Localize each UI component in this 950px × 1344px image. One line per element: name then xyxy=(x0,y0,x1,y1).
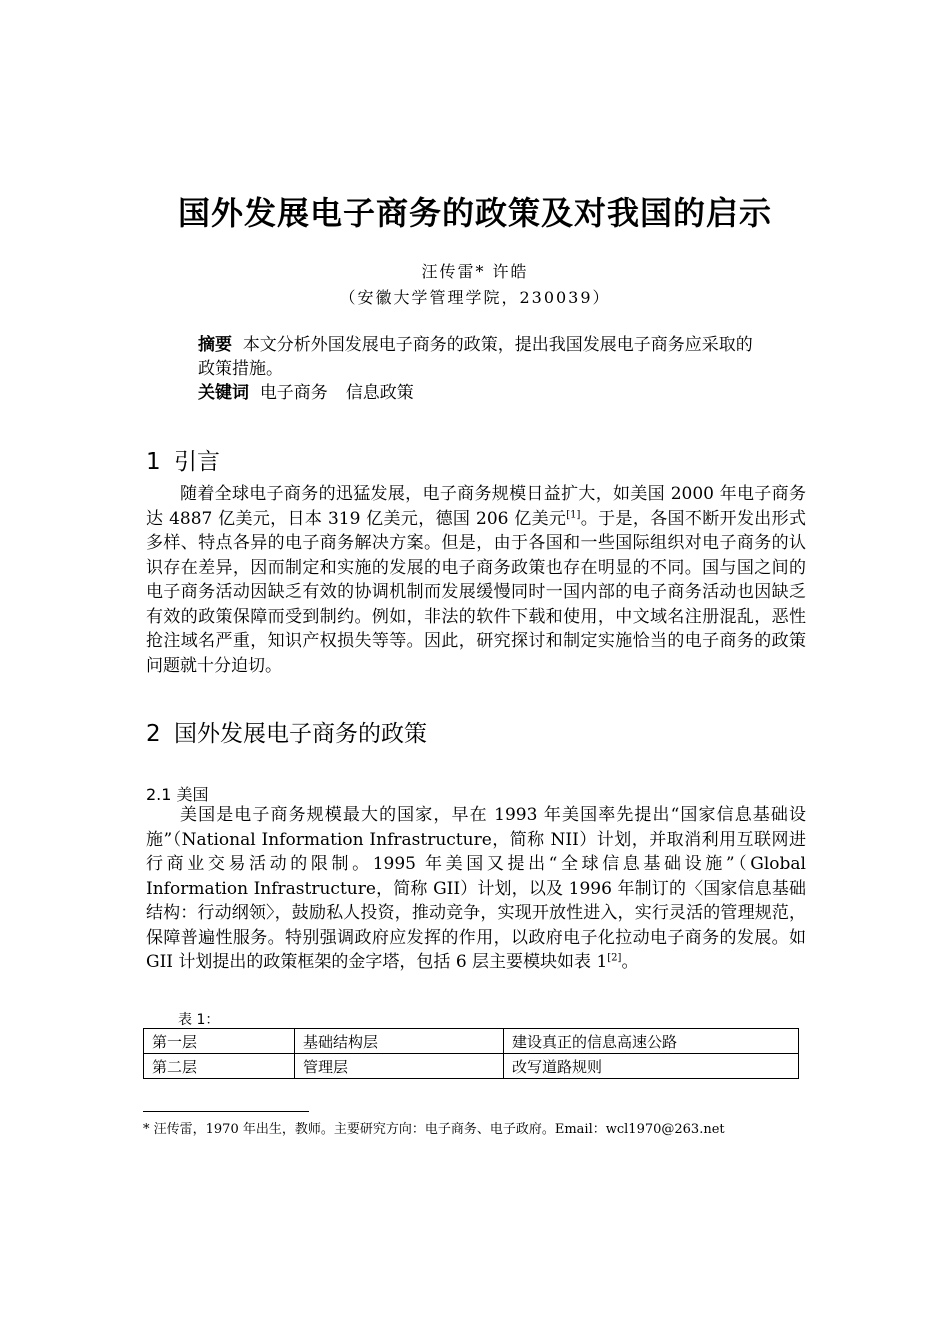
keywords-label: 关键词 xyxy=(198,383,249,403)
paper-title: 国外发展电子商务的政策及对我国的启示 xyxy=(177,194,772,232)
paragraph xyxy=(146,803,806,975)
keyword: 电子商务 xyxy=(259,383,328,403)
citation: [1] xyxy=(566,508,581,520)
table-row xyxy=(144,1029,799,1054)
section-number: 1 xyxy=(146,449,161,475)
table-cell: 基础结构层 xyxy=(295,1029,504,1054)
table-cell: 第二层 xyxy=(144,1054,295,1079)
table-cell: 第一层 xyxy=(144,1029,295,1054)
table-cell: 改写道路规则 xyxy=(504,1054,799,1079)
paper-affiliation: （安徽大学管理学院，230039） xyxy=(339,288,611,307)
table-row xyxy=(144,1054,799,1079)
paragraph-text: 。 xyxy=(621,952,639,972)
section-number: 2 xyxy=(146,721,161,747)
keywords-line xyxy=(198,381,758,405)
footnote-rule xyxy=(143,1111,309,1112)
paragraph-text: 美国是电子商务规模最大的国家，早在 1993 年美国率先提出“国家信息基础设施”（National Information Infrastructure，简称 NII）计划，并取消利用互联网进行商业交易活动的限制。1995 年美国又提出“全球信息基础设施”（Global Information Infrastructure，简称 GII）计划，以及 1996 年制订的〈国家信息基础结构：行动纲领〉，鼓励私人投资，推动竞争，实现开放性进入，实行灵活的管理规范，保障普遍性服务。特别强调政府应发挥的作用，以政府电子化拉动电子商务的发展。如 GII 计划提出的政策框架的金字塔，包括 6 层主要模块如表 1 xyxy=(146,805,806,972)
abstract-text: 本文分析外国发展电子商务的政策，提出我国发展电子商务应采取的政策措施。 xyxy=(198,335,753,379)
section-heading xyxy=(146,443,220,476)
citation: [2] xyxy=(607,952,622,964)
footnote: * 汪传雷，1970 年出生，教师。主要研究方向：电子商务、电子政府。Email：wcl1970@263.net xyxy=(143,1122,725,1137)
table-cell: 建设真正的信息高速公路 xyxy=(504,1029,799,1054)
subsection-heading: 2.1 美国 xyxy=(146,785,209,804)
abstract-block xyxy=(198,333,758,405)
table-cell: 管理层 xyxy=(295,1054,504,1079)
section-heading xyxy=(146,715,427,748)
abstract-body xyxy=(198,333,758,381)
policy-framework-table xyxy=(143,1028,799,1079)
section-title: 国外发展电子商务的政策 xyxy=(174,721,427,747)
table-caption: 表 1： xyxy=(178,1012,220,1028)
paragraph xyxy=(146,482,806,678)
paragraph-text: 。于是，各国不断开发出形式多样、特点各异的电子商务解决方案。但是，由于各国和一些国际组织对电子商务的认识存在差异，因而制定和实施的发展的电子商务政策也存在明显的不同。国与国之间的电子商务活动因缺乏有效的协调机制而发展缓慢同时一国内部的电子商务活动也因缺乏有效的政策保障而受到制约。例如，非法的软件下载和使用，中文域名注册混乱，恶性抢注域名严重，知识产权损失等等。因此，研究探讨和制定实施恰当的电子商务的政策问题就十分迫切。 xyxy=(146,508,806,676)
paper-authors: 汪传雷* 许皓 xyxy=(421,262,529,281)
section-title: 引言 xyxy=(174,449,220,475)
paragraph-text: 随着全球电子商务的迅猛发展，电子商务规模日益扩大，如美国 2000 年电子商务达 4887 亿美元，日本 319 亿美元，德国 206 亿美元 xyxy=(146,484,806,529)
abstract-label: 摘要 xyxy=(198,335,232,355)
keyword: 信息政策 xyxy=(345,383,414,403)
